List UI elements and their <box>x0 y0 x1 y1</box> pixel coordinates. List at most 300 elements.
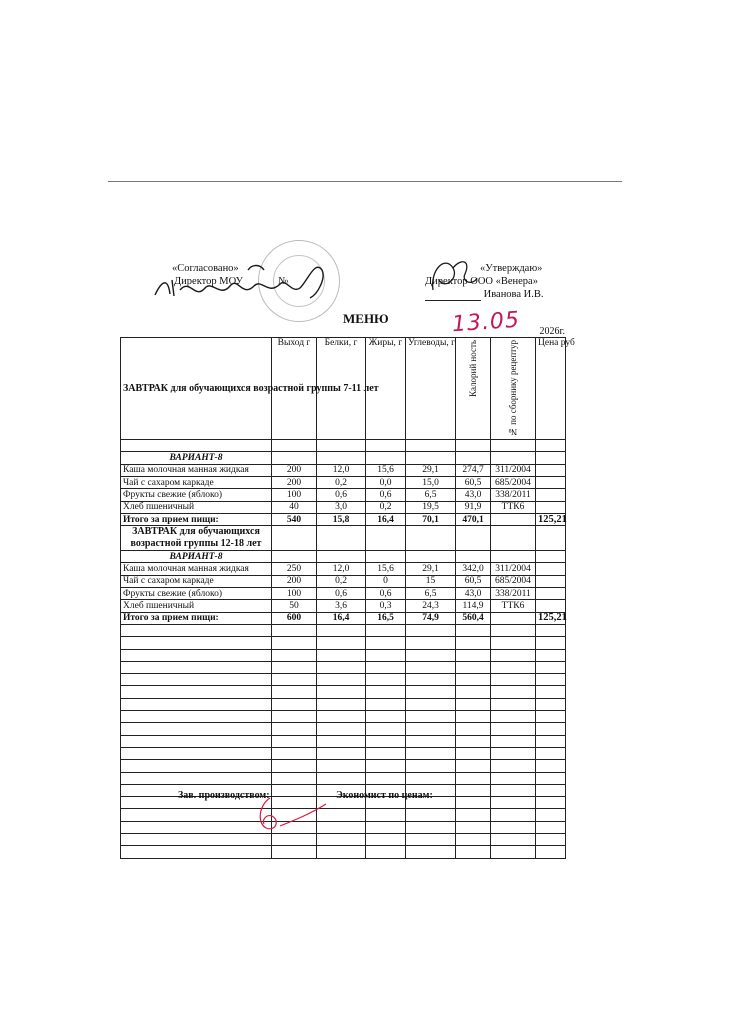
empty-row <box>121 711 566 723</box>
table-cell: 0,0 <box>366 476 406 488</box>
table-cell <box>536 674 566 686</box>
table-cell <box>272 526 317 551</box>
table-cell <box>456 821 491 833</box>
table-row <box>121 464 566 476</box>
table-cell <box>366 452 406 464</box>
table-cell <box>456 833 491 845</box>
table-cell <box>491 833 536 845</box>
table-cell <box>406 772 456 784</box>
table-cell <box>491 440 536 452</box>
table-cell <box>366 723 406 735</box>
table-row <box>121 588 566 600</box>
table-cell <box>491 674 536 686</box>
table-cell <box>366 649 406 661</box>
table-cell: 0,6 <box>317 489 366 501</box>
table-cell <box>536 624 566 636</box>
table-cell <box>272 637 317 649</box>
table-cell: 685/2004 <box>491 476 536 488</box>
menu-table-body <box>121 338 575 859</box>
table-cell <box>317 624 366 636</box>
table-cell <box>317 723 366 735</box>
table-cell: 12,0 <box>317 563 366 575</box>
table-row <box>121 489 566 501</box>
table-cell <box>121 711 272 723</box>
table-row <box>121 476 566 488</box>
total-cell: 70,1 <box>406 513 456 525</box>
table-cell <box>536 686 566 698</box>
table-cell <box>456 698 491 710</box>
column-header-carbs: Углеводы, г <box>406 338 456 440</box>
table-cell <box>406 649 456 661</box>
empty-row <box>121 833 566 845</box>
table-cell: 0 <box>366 575 406 587</box>
table-cell <box>536 600 566 612</box>
table-cell <box>406 624 456 636</box>
table-cell <box>366 698 406 710</box>
table-cell <box>456 747 491 759</box>
table-cell <box>491 526 536 551</box>
table-cell <box>406 723 456 735</box>
table-cell <box>491 784 536 796</box>
table-cell: 342,0 <box>456 563 491 575</box>
table-cell <box>366 674 406 686</box>
empty-row <box>121 846 566 858</box>
table-cell <box>366 809 406 821</box>
table-cell <box>406 440 456 452</box>
table-cell <box>366 551 406 563</box>
table-cell <box>536 649 566 661</box>
table-cell: 311/2004 <box>491 563 536 575</box>
table-cell <box>366 760 406 772</box>
approval-left-number-sign: № <box>278 276 289 287</box>
table-cell <box>536 452 566 464</box>
table-cell <box>317 452 366 464</box>
table-cell <box>121 833 272 845</box>
table-cell <box>317 772 366 784</box>
table-row <box>121 563 566 575</box>
table-cell <box>536 846 566 858</box>
table-cell: 0,2 <box>317 476 366 488</box>
table-cell <box>491 698 536 710</box>
table-cell <box>406 452 456 464</box>
menu-title: МЕНЮ <box>343 311 389 326</box>
total-row <box>121 612 566 624</box>
table-cell <box>536 588 566 600</box>
handwritten-date: 13.05 <box>451 307 521 338</box>
total-price: 125,21 <box>536 612 566 624</box>
signature-left <box>150 250 350 310</box>
table-cell <box>406 809 456 821</box>
table-cell: 338/2011 <box>491 588 536 600</box>
table-cell <box>536 575 566 587</box>
column-header-recipe <box>491 338 536 440</box>
table-cell: 274,7 <box>456 464 491 476</box>
empty-row <box>121 661 566 673</box>
table-cell <box>456 797 491 809</box>
table-cell <box>536 760 566 772</box>
table-cell <box>536 440 566 452</box>
dish-name: Каша молочная манная жидкая <box>121 563 272 575</box>
table-cell <box>456 551 491 563</box>
total-cell: 16,4 <box>317 612 366 624</box>
table-cell: 15 <box>406 575 456 587</box>
table-cell <box>317 649 366 661</box>
column-header-output: Выход г <box>272 338 317 440</box>
table-cell <box>456 440 491 452</box>
table-cell <box>491 649 536 661</box>
table-cell <box>406 711 456 723</box>
table-cell <box>406 674 456 686</box>
table-cell <box>406 526 456 551</box>
empty-row <box>121 809 566 821</box>
column-header-price: Цена руб <box>536 338 566 440</box>
empty-row <box>121 747 566 759</box>
table-cell <box>406 698 456 710</box>
empty-row <box>121 649 566 661</box>
table-cell: 15,6 <box>366 563 406 575</box>
table-cell <box>317 747 366 759</box>
sheet-edge-rule <box>108 181 622 182</box>
table-cell <box>536 637 566 649</box>
spacer-row <box>121 440 566 452</box>
section-title-row <box>121 526 566 551</box>
table-cell <box>456 846 491 858</box>
table-cell <box>317 526 366 551</box>
table-cell <box>536 821 566 833</box>
signature-right <box>425 250 485 300</box>
table-cell <box>536 526 566 551</box>
table-cell: 685/2004 <box>491 575 536 587</box>
empty-row <box>121 698 566 710</box>
table-cell <box>456 661 491 673</box>
table-cell <box>317 735 366 747</box>
table-cell <box>536 723 566 735</box>
empty-row <box>121 821 566 833</box>
table-cell: 24,3 <box>406 600 456 612</box>
table-cell: 12,0 <box>317 464 366 476</box>
table-cell <box>366 747 406 759</box>
total-price: 125,21 <box>536 513 566 525</box>
approval-right-label: «Утверждаю» <box>480 263 543 274</box>
variant-label: ВАРИАНТ-8 <box>121 452 272 464</box>
table-cell <box>491 846 536 858</box>
dish-name: Фрукты свежие (яблоко) <box>121 489 272 501</box>
table-cell <box>406 735 456 747</box>
table-cell <box>121 686 272 698</box>
table-cell: 3,0 <box>317 501 366 513</box>
table-cell: 0,6 <box>317 588 366 600</box>
table-cell <box>536 747 566 759</box>
table-cell <box>317 686 366 698</box>
table-cell <box>456 760 491 772</box>
table-cell <box>491 797 536 809</box>
table-cell <box>272 711 317 723</box>
table-cell <box>491 772 536 784</box>
table-cell <box>121 624 272 636</box>
table-cell <box>121 649 272 661</box>
table-cell <box>317 760 366 772</box>
table-cell <box>536 809 566 821</box>
table-cell <box>121 661 272 673</box>
table-cell: 29,1 <box>406 563 456 575</box>
table-cell <box>121 760 272 772</box>
table-cell <box>272 723 317 735</box>
dish-name: Хлеб пшеничный <box>121 501 272 513</box>
total-label: Итого за прием пищи: <box>121 513 272 525</box>
table-cell <box>536 489 566 501</box>
table-cell <box>272 698 317 710</box>
table-cell <box>406 637 456 649</box>
table-cell <box>456 624 491 636</box>
table-cell <box>366 440 406 452</box>
table-cell: 0,2 <box>366 501 406 513</box>
table-cell <box>272 735 317 747</box>
dish-name: Каша молочная манная жидкая <box>121 464 272 476</box>
total-cell: 560,4 <box>456 612 491 624</box>
table-cell <box>456 735 491 747</box>
table-cell <box>121 747 272 759</box>
table-cell <box>406 686 456 698</box>
table-cell <box>491 711 536 723</box>
table-cell <box>317 711 366 723</box>
menu-table <box>120 337 575 859</box>
table-cell <box>272 772 317 784</box>
table-row <box>121 501 566 513</box>
table-cell: 311/2004 <box>491 464 536 476</box>
table-cell: 200 <box>272 464 317 476</box>
empty-row <box>121 772 566 784</box>
approval-right-name: Иванова И.В. <box>483 289 544 300</box>
table-cell: ТТК6 <box>491 600 536 612</box>
total-cell: 15,8 <box>317 513 366 525</box>
total-cell: 600 <box>272 612 317 624</box>
table-cell <box>456 452 491 464</box>
table-cell: 91,9 <box>456 501 491 513</box>
table-cell: 338/2011 <box>491 489 536 501</box>
table-cell: 60,5 <box>456 575 491 587</box>
dish-name: Чай с сахаром каркаде <box>121 476 272 488</box>
table-cell: 19,5 <box>406 501 456 513</box>
total-cell: 16,5 <box>366 612 406 624</box>
table-cell <box>536 464 566 476</box>
table-cell: 29,1 <box>406 464 456 476</box>
table-cell <box>317 698 366 710</box>
empty-row <box>121 760 566 772</box>
column-header-fats: Жиры, г <box>366 338 406 440</box>
table-cell <box>272 624 317 636</box>
table-cell: ТТК6 <box>491 501 536 513</box>
variant-row <box>121 452 566 464</box>
table-cell <box>456 723 491 735</box>
table-cell <box>536 661 566 673</box>
table-cell <box>456 637 491 649</box>
column-title-section: ЗАВТРАК для обучающихся возрастной группы 7-11 лет <box>121 338 272 440</box>
dish-name: Фрукты свежие (яблоко) <box>121 588 272 600</box>
total-row <box>121 513 566 525</box>
table-cell: 0,3 <box>366 600 406 612</box>
table-cell <box>536 711 566 723</box>
table-cell <box>456 784 491 796</box>
table-cell <box>317 637 366 649</box>
total-cell: 470,1 <box>456 513 491 525</box>
table-cell <box>366 661 406 673</box>
table-cell <box>491 821 536 833</box>
table-header-row <box>121 338 566 440</box>
total-cell: 16,4 <box>366 513 406 525</box>
table-cell: 40 <box>272 501 317 513</box>
table-cell: 200 <box>272 575 317 587</box>
footer-economist: Экономист по ценам: <box>336 790 433 801</box>
table-cell <box>121 723 272 735</box>
table-cell <box>272 846 317 858</box>
table-cell <box>317 846 366 858</box>
table-cell <box>536 476 566 488</box>
total-cell <box>491 612 536 624</box>
table-cell: 114,9 <box>456 600 491 612</box>
table-cell <box>536 735 566 747</box>
section-title: ЗАВТРАК для обучающихся возрастной группы 12-18 лет <box>121 526 272 551</box>
column-header-recipe-text: № по сборнику рецептур <box>508 340 518 438</box>
table-cell <box>406 661 456 673</box>
empty-row <box>121 637 566 649</box>
empty-row <box>121 624 566 636</box>
approval-left-label: «Согласовано» <box>172 263 239 274</box>
table-cell: 0,6 <box>366 489 406 501</box>
table-cell: 60,5 <box>456 476 491 488</box>
table-row <box>121 600 566 612</box>
table-cell <box>536 784 566 796</box>
table-cell <box>456 809 491 821</box>
empty-row <box>121 674 566 686</box>
total-label: Итого за прием пищи: <box>121 612 272 624</box>
table-cell <box>121 735 272 747</box>
table-cell: 250 <box>272 563 317 575</box>
total-cell <box>491 513 536 525</box>
table-cell <box>272 551 317 563</box>
table-cell <box>406 747 456 759</box>
table-cell <box>406 833 456 845</box>
table-cell <box>491 686 536 698</box>
column-header-calories <box>456 338 491 440</box>
table-cell <box>536 772 566 784</box>
table-cell: 0,2 <box>317 575 366 587</box>
table-cell <box>272 760 317 772</box>
table-cell <box>366 846 406 858</box>
table-cell <box>317 661 366 673</box>
table-cell <box>406 760 456 772</box>
table-cell <box>317 551 366 563</box>
table-cell <box>406 551 456 563</box>
table-cell <box>366 526 406 551</box>
table-cell <box>366 821 406 833</box>
table-cell: 0,6 <box>366 588 406 600</box>
table-cell <box>272 661 317 673</box>
table-cell <box>272 649 317 661</box>
column-header-calories-text: Калорий ность <box>468 340 478 397</box>
date-year: 2026г. <box>539 326 565 337</box>
table-cell <box>317 833 366 845</box>
table-cell <box>491 735 536 747</box>
table-cell <box>491 637 536 649</box>
table-cell <box>121 846 272 858</box>
total-cell: 540 <box>272 513 317 525</box>
table-cell: 50 <box>272 600 317 612</box>
table-cell: 43,0 <box>456 588 491 600</box>
table-cell <box>491 452 536 464</box>
table-cell <box>272 833 317 845</box>
footer-production-head: Зав. производством: <box>178 790 270 801</box>
column-header-proteins: Белки, г <box>317 338 366 440</box>
table-cell <box>366 637 406 649</box>
table-cell <box>491 760 536 772</box>
table-cell <box>406 846 456 858</box>
signature-production-head <box>240 790 330 835</box>
table-cell <box>491 747 536 759</box>
variant-row <box>121 551 566 563</box>
table-cell <box>536 698 566 710</box>
table-cell: 6,5 <box>406 489 456 501</box>
table-cell <box>456 526 491 551</box>
table-cell <box>456 649 491 661</box>
table-cell <box>491 624 536 636</box>
table-cell <box>406 821 456 833</box>
variant-label: ВАРИАНТ-8 <box>121 551 272 563</box>
table-cell <box>536 551 566 563</box>
table-cell <box>491 809 536 821</box>
table-cell <box>456 686 491 698</box>
table-cell: 15,0 <box>406 476 456 488</box>
table-cell <box>317 674 366 686</box>
table-cell <box>456 711 491 723</box>
table-cell <box>317 440 366 452</box>
table-cell: 100 <box>272 588 317 600</box>
dish-name: Чай с сахаром каркаде <box>121 575 272 587</box>
dish-name: Хлеб пшеничный <box>121 600 272 612</box>
table-cell <box>536 501 566 513</box>
total-cell: 74,9 <box>406 612 456 624</box>
table-cell <box>536 797 566 809</box>
table-row <box>121 575 566 587</box>
table-cell <box>366 735 406 747</box>
table-cell: 200 <box>272 476 317 488</box>
approval-left-position: Директор МОУ <box>174 276 243 287</box>
table-cell <box>121 698 272 710</box>
empty-row <box>121 686 566 698</box>
table-cell <box>456 772 491 784</box>
table-cell <box>491 551 536 563</box>
table-cell <box>366 624 406 636</box>
table-cell: 15,6 <box>366 464 406 476</box>
empty-row <box>121 735 566 747</box>
table-cell <box>272 686 317 698</box>
table-cell <box>121 637 272 649</box>
table-cell <box>121 772 272 784</box>
menu-date <box>440 307 565 338</box>
table-cell <box>536 563 566 575</box>
empty-row <box>121 723 566 735</box>
table-cell: 6,5 <box>406 588 456 600</box>
table-cell: 3,6 <box>317 600 366 612</box>
table-cell <box>366 711 406 723</box>
table-cell <box>491 723 536 735</box>
approval-right-position: Директор ООО «Венера» <box>425 276 538 287</box>
table-cell <box>272 440 317 452</box>
table-cell <box>121 440 272 452</box>
table-cell <box>536 833 566 845</box>
table-cell <box>366 772 406 784</box>
table-cell: 43,0 <box>456 489 491 501</box>
table-cell <box>456 674 491 686</box>
